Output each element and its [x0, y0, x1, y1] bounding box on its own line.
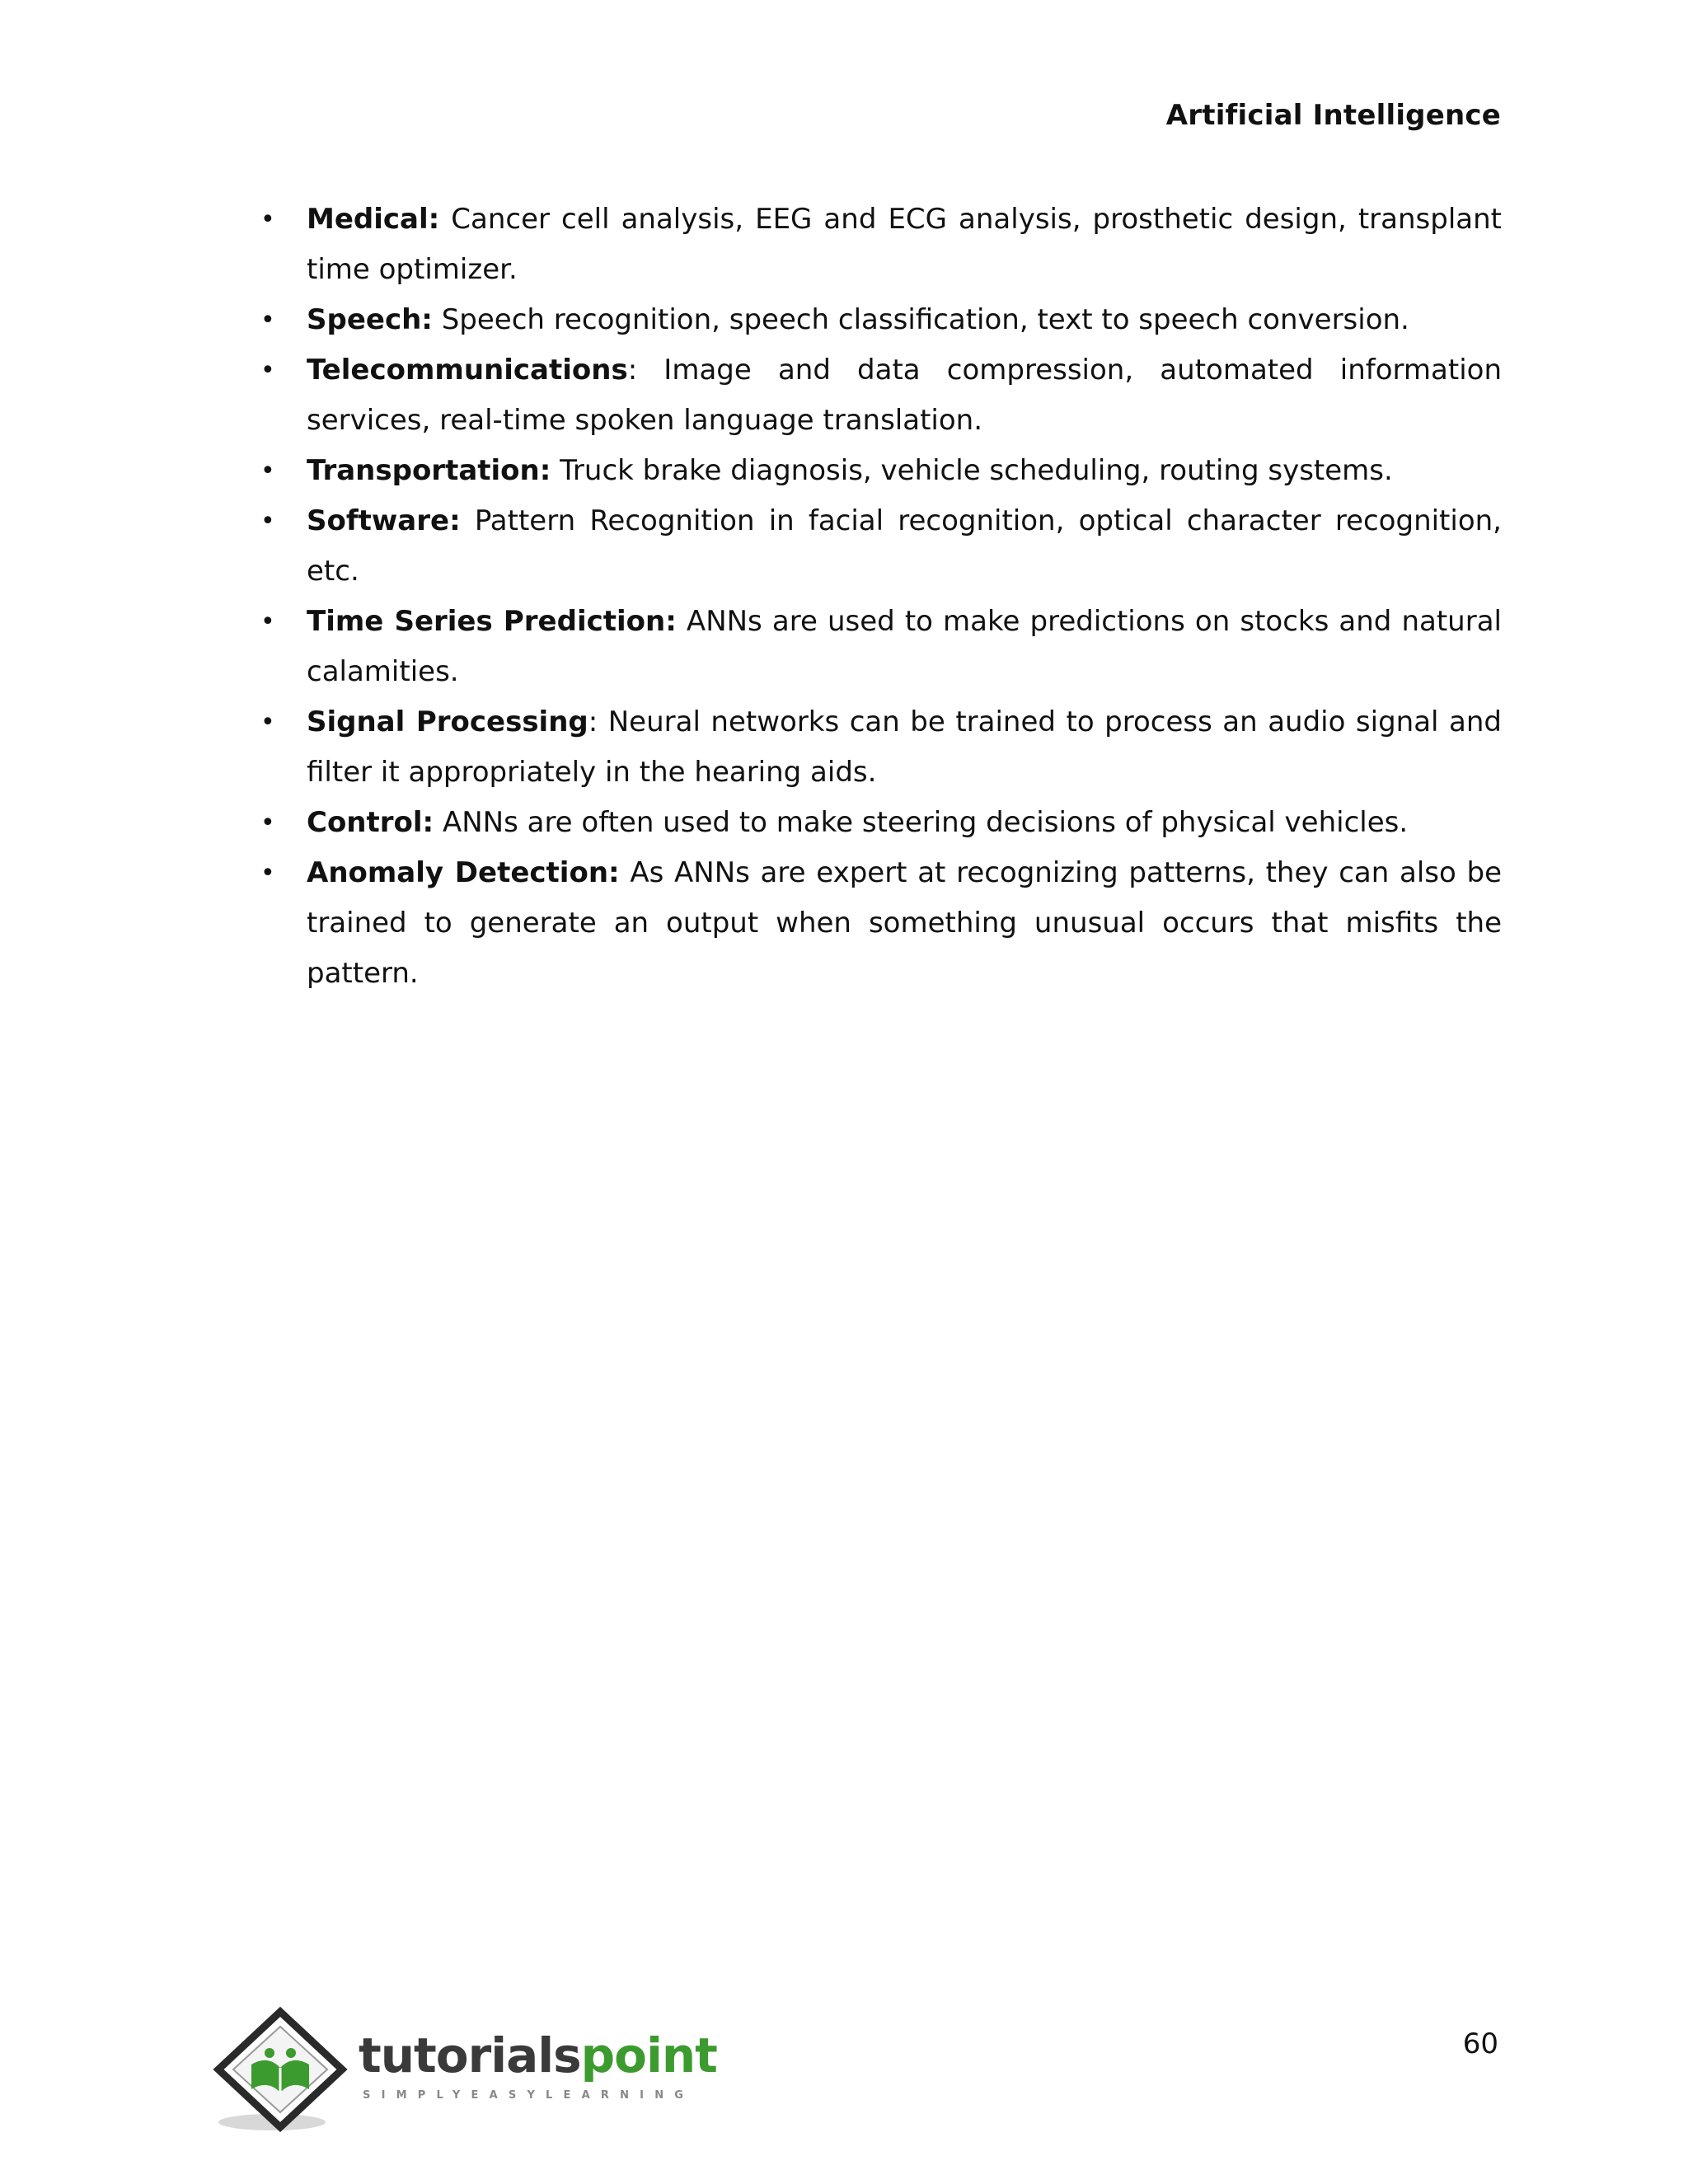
logo-wordmark	[359, 2027, 717, 2083]
list-item	[260, 697, 1502, 798]
list-item	[260, 446, 1502, 496]
item-term: Transportation:	[307, 454, 551, 487]
list-item	[260, 295, 1502, 345]
list-item	[260, 798, 1502, 848]
list-item	[260, 848, 1503, 999]
bullet-icon: •	[260, 607, 275, 636]
item-term: Control:	[307, 806, 434, 839]
list-item	[260, 345, 1502, 446]
list-item	[260, 597, 1502, 697]
item-description: Speech recognition, speech classification, text to speech conversion.	[432, 303, 1409, 336]
item-description: As ANNs are expert at recognizing patterns, they can also be trained to generate an output when something unusual occurs that misfits the pattern.	[307, 856, 1503, 990]
item-term: Software:	[307, 504, 461, 537]
item-term: Time Series Prediction:	[307, 605, 677, 638]
item-term: Telecommunications	[307, 354, 628, 387]
logo-tagline: SIMPLYEASYLEARNING	[363, 2089, 695, 2102]
bullet-icon: •	[260, 457, 275, 485]
bullet-icon: •	[260, 708, 275, 737]
logo-emblem-icon	[210, 2007, 359, 2139]
item-description: : Neural networks can be trained to process an audio signal and filter it appropriately in the hearing aids.	[307, 705, 1502, 789]
bullet-icon: •	[260, 306, 275, 335]
bullet-icon: •	[260, 205, 275, 234]
item-description: ANNs are used to make predictions on stocks and natural calamities.	[307, 605, 1502, 688]
item-term: Anomaly Detection:	[307, 856, 620, 889]
logo-word-dark: tutorials	[359, 2027, 581, 2083]
item-description: Truck brake diagnosis, vehicle scheduling, routing systems.	[551, 454, 1393, 487]
page-number: 60	[1462, 2027, 1498, 2060]
item-term: Speech:	[307, 303, 433, 336]
logo-word-green: point	[580, 2027, 717, 2083]
item-description: ANNs are often used to make steering decisions of physical vehicles.	[434, 806, 1409, 839]
running-header-title: Artificial Intelligence	[1165, 99, 1501, 132]
bullet-icon: •	[260, 859, 275, 888]
item-description: Cancer cell analysis, EEG and ECG analysis, prosthetic design, transplant time optimizer.	[307, 203, 1502, 286]
list-item	[260, 496, 1502, 597]
applications-bullet-list	[260, 194, 1503, 999]
item-term: Signal Processing	[307, 705, 588, 738]
item-description: Pattern Recognition in facial recognition, optical character recognition, etc.	[307, 504, 1502, 588]
item-description: : Image and data compression, automated information services, real-time spoken language translation.	[307, 354, 1502, 437]
bullet-icon: •	[260, 507, 275, 536]
list-item	[260, 194, 1502, 295]
bullet-icon: •	[260, 356, 275, 385]
tutorialspoint-logo	[210, 2007, 738, 2139]
bullet-icon: •	[260, 808, 275, 837]
item-term: Medical:	[307, 203, 440, 236]
